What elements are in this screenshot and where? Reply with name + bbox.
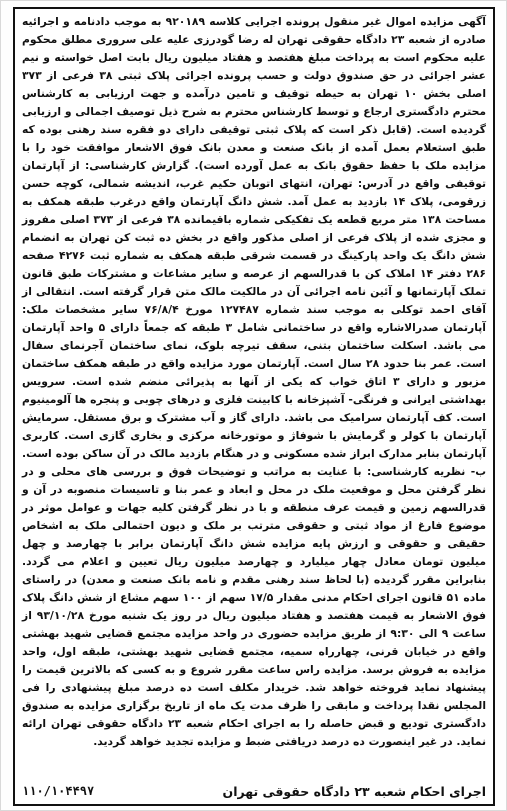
notice-reference-number: ۱۱۰/۱۰۴۴۹۷	[22, 784, 95, 798]
notice-signature: اجرای احکام شعبه ۲۳ دادگاه حقوقی تهران	[222, 783, 486, 799]
notice-footer	[22, 781, 486, 801]
notice-body: آگهی مزایده اموال غیر منقول پرونده اجرایی کلاسه ۹۲۰۱۸۹ به موجب دادنامه و اجرائیه صادره از شعبه ۲۳ دادگاه حقوقی تهران له رضا گودرزی علیه علی سروری مطلق محکوم علیه محکوم است به پرداخت مبلغ هفتصد و هفتاد میلیون ریال بابت اصل خواسته و نیم عشر اجرائی در حق صندوق دولت و حسب پرونده اجرائی پلاک ثبتی ۳۸ فرعی از ۳۷۳ اصلی بخش ۱۰ تهران به حیطه توقیف و تامین درآمده و جهت ارزیابی به کارشناس محترم دادگستری ارجاع و توسط کارشناس محترم به شرح ذیل توصیف اجمالی و ارزیابی گردیده است. (قابل ذکر است که پلاک ثبتی توقیفی دارای دو فقره سند رهنی بوده که طبق استعلام بعمل آمده از بانک صنعت و معدن بانک فوق الاشعار موافقت خود را با مزایده ملک با حفظ حقوق بانک به عمل آورده است). گزارش کارشناسی: از آپارتمان توقیفی واقع در آدرس: تهران، انتهای اتوبان حکیم غرب، اندیشه شمالی، کوچه حسن زرقومی، پلاک ۱۴ بازدید به عمل آمد. شش دانگ آپارتمان واقع درغرب طبقه همکف به مساحت ۱۳۸ متر مربع قطعه یک تفکیکی شماره باقیمانده ۳۸ فرعی از ۳۷۳ اصلی مفروز و مجزی شده از پلاک فرعی از اصلی مذکور واقع در بخش ده ثبت کن تهران به انضمام شش دانگ یک واحد پارکینگ در قسمت شرقی طبقه همکف به شماره ثبت ۴۲۷۶ صفحه ۲۸۶ دفتر ۱۴ املاک کن با قدرالسهم از عرصه و سایر مشاعات و مشترکات طبق قانون تملک آپارتمانها و آئین نامه اجرائی آن در مالکیت مالک متن قرار گرفته است. انتقالی از آقای احمد توکلی به موجب سند شماره ۱۲۷۴۸۷ مورخ ۷۶/۸/۴ سایر مشخصات ملک: آپارتمان صدرالاشاره واقع در ساختمانی شامل ۳ طبقه که جمعاً دارای ۵ واحد آپارتمان می باشد. اسکلت ساختمان بتنی، سقف تیرچه بلوک، نمای ساختمان آجرنمای سفال است. عمر بنا حدود ۲۸ سال است. آپارتمان مورد مزایده واقع در طبقه همکف ساختمان مزبور و دارای ۳ اتاق خواب که یکی از آنها به پذیرائی منضم شده است. سرویس بهداشتی ایرانی و فرنگی- آشپزخانه با کابینت فلزی و درهای چوبی و پنجره ها آلومینیوم است. کف آپارتمان سرامیک می باشد. دارای گاز و آب مشترک و برق مستقل. سرمایش آپارتمان با کولر و گرمایش با شوفاژ و موتورخانه مرکزی و بخاری گازی است. کاربری آپارتمان بنابر مدارک ابراز شده مسکونی و در هنگام بازدید مالک در آن ساکن بوده است. ب- نظریه کارشناسی: با عنایت به مراتب و توضیحات فوق و بررسی های محلی و در نظر گرفتن محل و موقعیت ملک در محل و ابعاد و عمر بنا و تاسیسات منصوبه در آن و قدرالسهم زمین و قیمت عرف منطقه و با در نظر گرفتن کلیه جهات و عوامل موثر در موضوع فارغ از مواد ثبتی و حقوقی مترتب بر ملک و دیون احتمالی ملک به اشخاص حقیقی و حقوقی و ارزش پایه مزایده شش دانگ آپارتمان برابر با چهارصد و چهل میلیون تومان معادل چهار میلیارد و چهارصد میلیون ریال تعیین و اعلام می گردد. بنابراین مقرر گردیده (با لحاظ سند رهنی مقدم و نامه بانک صنعت و معدن) در راستای ماده ۵۱ قانون اجرای احکام مدنی مقدار ۱۷/۵ سهم از ۱۰۰ سهم مشاع از شش دانگ پلاک فوق الاشعار به قیمت هفتصد و هفتاد میلیون ریال در روز یک شنبه مورخ ۹۳/۱۰/۲۸ از ساعت ۹ الی ۹:۳۰ از طریق مزایده حضوری در واحد مزایده مجتمع قضایی شهید بهشتی واقع در خیابان قرنی، چهارراه سمیه، مجتمع قضایی شهید بهشتی، طبقه اول، واحد مزایده به فروش برسد. مزایده راس ساعت مقرر شروع و به کسی که بالاترین قیمت را پیشنهاد نماید فروخته خواهد شد. خریدار مکلف است ده درصد مبلغ پیشنهادی را فی المجلس نقدا پرداخت و مابقی را ظرف مدت یک ماه از تاریخ برگزاری مزایده به صندوق دادگستری تودیع و قبض حاصله را به اجرای احکام شعبه ۲۳ دادگاه حقوقی تهران ارائه نماید. در غیر اینصورت ده درصد دریافتی ضبط و مزایده تجدید خواهد گردید.	[22, 15, 487, 748]
auction-notice	[13, 7, 495, 806]
